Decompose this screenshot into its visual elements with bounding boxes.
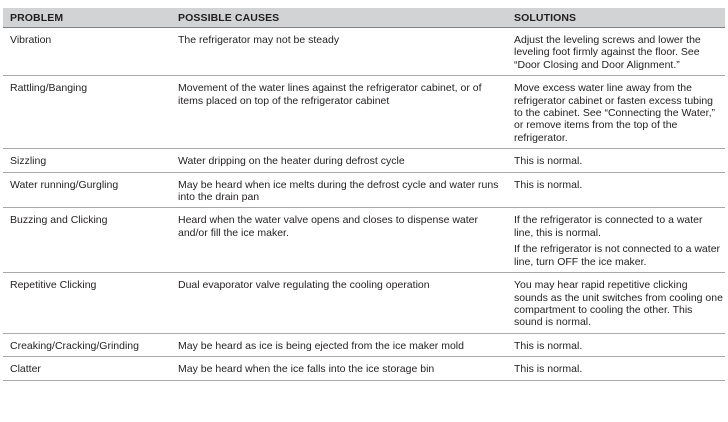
- header-problem: PROBLEM: [3, 8, 171, 28]
- table-row: [3, 149, 725, 172]
- possible-cause-cell: The refrigerator may not be steady: [171, 28, 507, 76]
- troubleshooting-sounds-table-wrapper: [3, 8, 725, 381]
- table-row: [3, 208, 725, 273]
- header-possible-causes: POSSIBLE CAUSES: [171, 8, 507, 28]
- table-header: [3, 8, 725, 28]
- table-row: [3, 28, 725, 76]
- solution-text: This is normal.: [514, 155, 583, 168]
- problem-cell: Rattling/Banging: [3, 76, 171, 149]
- solutions-cell: [507, 333, 725, 356]
- solutions-cell: [507, 172, 725, 208]
- possible-cause-cell: May be heard as ice is being ejected from the ice maker mold: [171, 333, 507, 356]
- table-row: [3, 357, 725, 380]
- possible-cause-cell: Heard when the water valve opens and closes to dispense water and/or fill the ice maker.: [171, 208, 507, 273]
- solution-text: You may hear rapid repetitive clicking sounds as the unit switches from cooling one compartment to cooling the other. This sound is normal.: [514, 279, 723, 329]
- table-row: [3, 273, 725, 334]
- problem-cell: Water running/Gurgling: [3, 172, 171, 208]
- solutions-cell: [507, 208, 725, 273]
- possible-cause-cell: Dual evaporator valve regulating the cooling operation: [171, 273, 507, 334]
- solution-text: This is normal.: [514, 339, 583, 352]
- possible-cause-cell: May be heard when the ice falls into the ice storage bin: [171, 357, 507, 380]
- header-row: [3, 8, 725, 28]
- troubleshooting-table: [3, 8, 725, 381]
- solution-text: Adjust the leveling screws and lower the leveling foot firmly against the floor. See “Door Closing and Door Alignment.”: [514, 34, 701, 71]
- solution-text: If the refrigerator is not connected to a water line, turn OFF the ice maker.: [514, 243, 721, 268]
- solutions-cell: [507, 149, 725, 172]
- problem-cell: Repetitive Clicking: [3, 273, 171, 334]
- problem-cell: Creaking/Cracking/Grinding: [3, 333, 171, 356]
- problem-cell: Vibration: [3, 28, 171, 76]
- table-row: [3, 76, 725, 149]
- table-row: [3, 172, 725, 208]
- header-solutions: SOLUTIONS: [507, 8, 725, 28]
- possible-cause-cell: May be heard when ice melts during the defrost cycle and water runs into the drain pan: [171, 172, 507, 208]
- solutions-cell: [507, 357, 725, 380]
- possible-cause-cell: Movement of the water lines against the refrigerator cabinet, or of items placed on top of the refrigerator cabinet: [171, 76, 507, 149]
- solution-text: This is normal.: [514, 363, 583, 376]
- solution-text: This is normal.: [514, 178, 583, 191]
- solution-text: Move excess water line away from the refrigerator cabinet or fasten excess tubing to the cabinet. See “Connecting the Water,” or remove items from the top of the refrigerator.: [514, 82, 715, 144]
- problem-cell: Clatter: [3, 357, 171, 380]
- table-row: [3, 333, 725, 356]
- problem-cell: Sizzling: [3, 149, 171, 172]
- table-body: [3, 28, 725, 381]
- possible-cause-cell: Water dripping on the heater during defrost cycle: [171, 149, 507, 172]
- solutions-cell: [507, 76, 725, 149]
- solutions-cell: [507, 273, 725, 334]
- problem-cell: Buzzing and Clicking: [3, 208, 171, 273]
- solution-text: If the refrigerator is connected to a water line, this is normal.: [514, 214, 703, 239]
- solutions-cell: [507, 28, 725, 76]
